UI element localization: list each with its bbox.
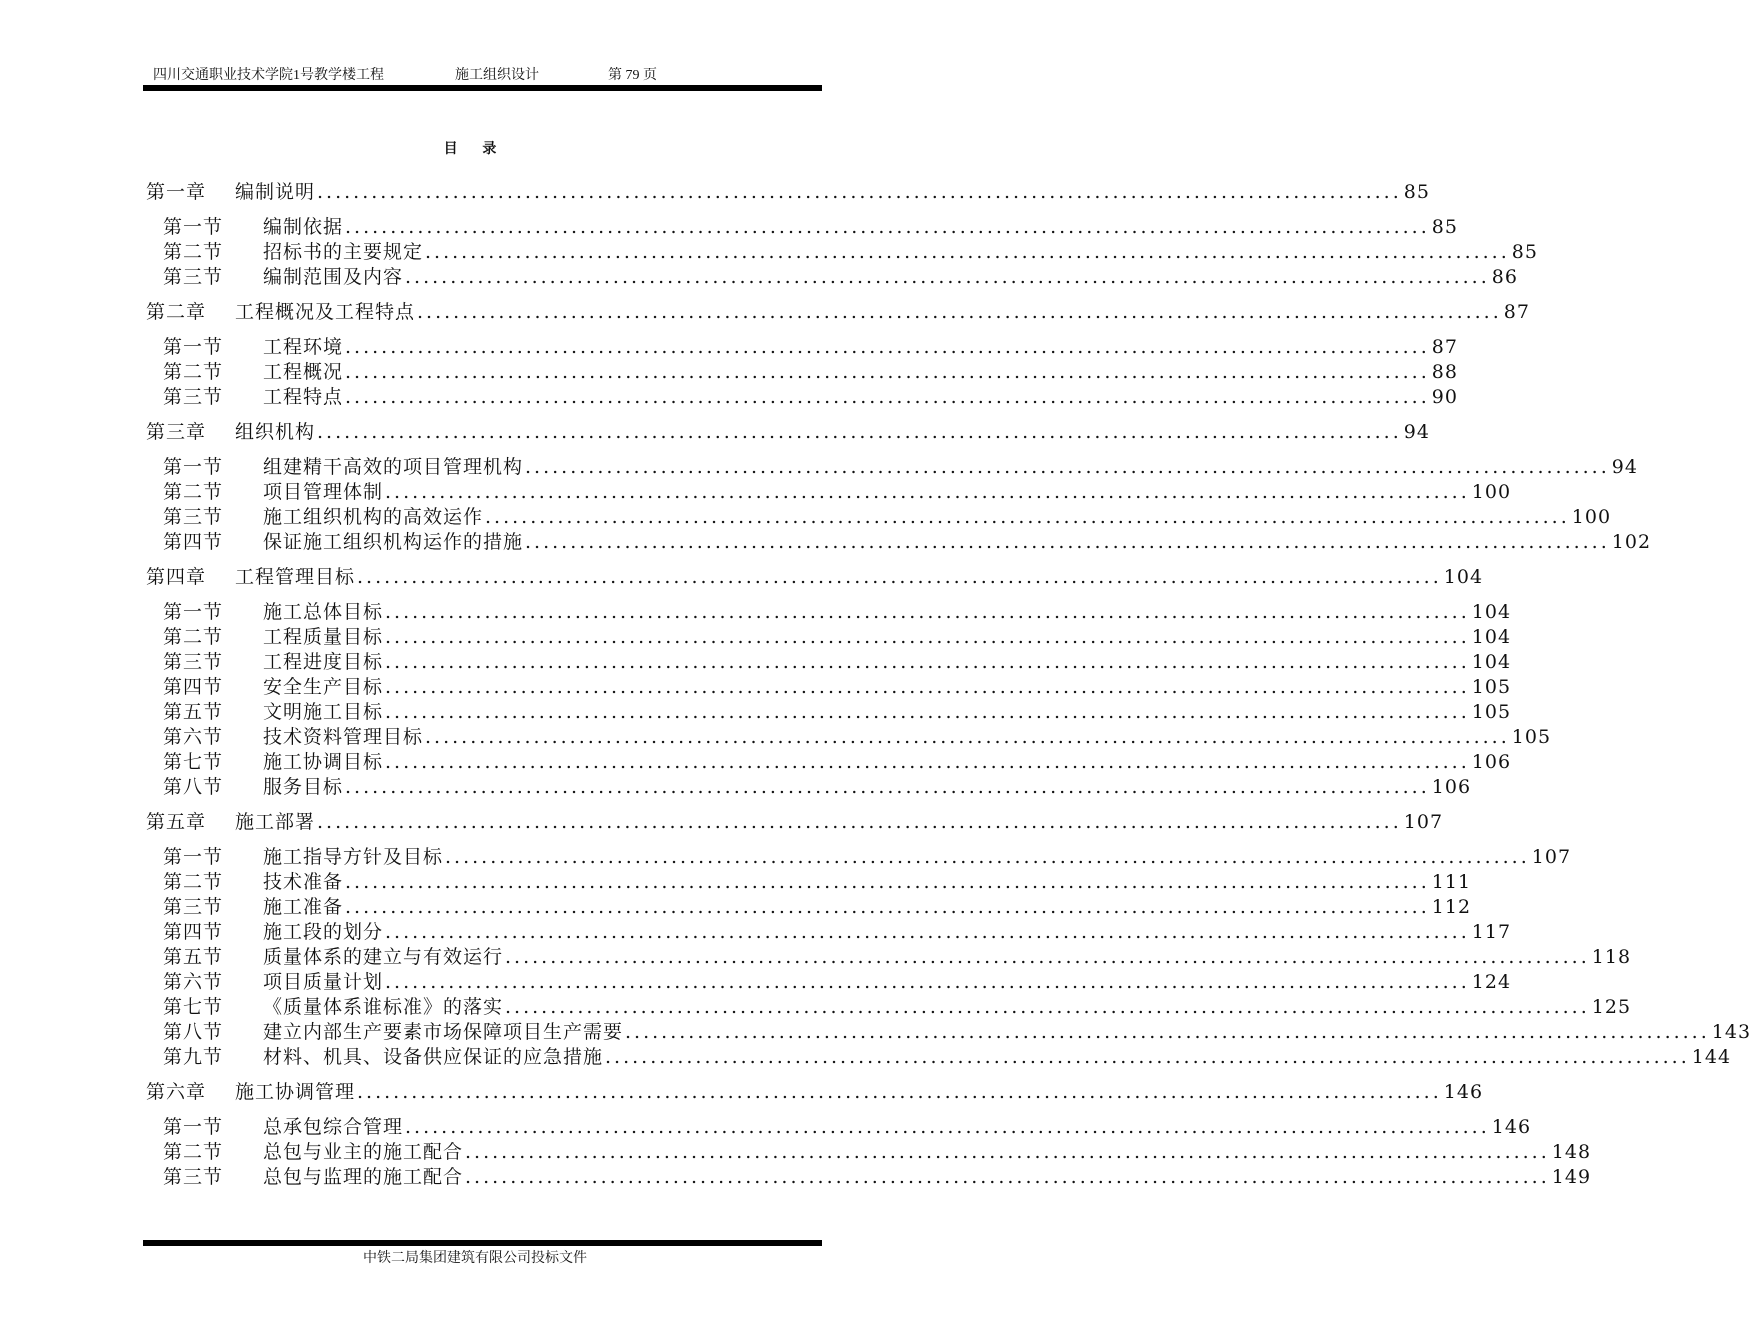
dot-leader: ........................................................................................................................ xyxy=(317,421,1402,443)
chapter-title: 工程概况及工程特点 xyxy=(235,301,416,323)
dot-leader: ........................................................................................................................ xyxy=(317,811,1402,833)
toc-section-entry xyxy=(163,265,1518,289)
dot-leader: ........................................................................................................................ xyxy=(425,241,1510,263)
dot-leader: ........................................................................................................................ xyxy=(357,566,1442,588)
toc-section-entry xyxy=(163,970,1512,994)
page-reference: 100 xyxy=(1471,481,1512,503)
section-title: 总包与监理的施工配合 xyxy=(263,1166,464,1188)
toc-chapter-entry xyxy=(146,420,1430,444)
page-reference: 85 xyxy=(1511,241,1538,263)
dot-leader: ........................................................................................................................ xyxy=(345,386,1430,408)
toc-entry-body xyxy=(263,920,1512,944)
section-title: 编制依据 xyxy=(263,216,344,238)
dot-leader: ........................................................................................................................ xyxy=(385,651,1470,673)
dot-leader: ........................................................................................................................ xyxy=(385,971,1470,993)
section-title: 安全生产目标 xyxy=(263,676,384,698)
toc-section-entry xyxy=(163,725,1552,749)
toc-entry-body xyxy=(263,1020,1751,1044)
toc-entry-body xyxy=(263,845,1572,869)
toc-entry-body xyxy=(263,750,1512,774)
page-reference: 118 xyxy=(1591,946,1632,968)
page-reference: 85 xyxy=(1403,181,1430,203)
toc-section-entry xyxy=(163,215,1458,239)
chapter-number: 第三章 xyxy=(146,421,207,443)
header-project-name: 四川交通职业技术学院1号教学楼工程 xyxy=(153,68,384,83)
page-reference: 148 xyxy=(1551,1141,1592,1163)
page-reference: 105 xyxy=(1471,701,1512,723)
toc-entry-body xyxy=(263,505,1612,529)
toc-section-entry xyxy=(163,895,1472,919)
dot-leader: ........................................................................................................................ xyxy=(345,361,1430,383)
page-reference: 104 xyxy=(1443,566,1484,588)
page-reference: 86 xyxy=(1491,266,1518,288)
toc-entry-body xyxy=(263,530,1652,554)
page-reference: 104 xyxy=(1471,601,1512,623)
dot-leader: ........................................................................................................................ xyxy=(525,456,1610,478)
chapter-title: 施工协调管理 xyxy=(235,1081,356,1103)
page-reference: 149 xyxy=(1551,1166,1592,1188)
dot-leader: ........................................................................................................................ xyxy=(417,301,1502,323)
dot-leader: ........................................................................................................................ xyxy=(357,1081,1442,1103)
page-footer: 中铁二局集团建筑有限公司投标文件 xyxy=(363,1250,587,1266)
chapter-title: 工程管理目标 xyxy=(235,566,356,588)
section-number: 第五节 xyxy=(163,701,224,723)
page-reference: 105 xyxy=(1511,726,1552,748)
toc-entry-body xyxy=(263,895,1472,919)
page-reference: 112 xyxy=(1431,896,1472,918)
section-number: 第二节 xyxy=(163,1141,224,1163)
section-number: 第八节 xyxy=(163,1021,224,1043)
chapter-number: 第二章 xyxy=(146,301,207,323)
dot-leader: ........................................................................................................................ xyxy=(625,1021,1710,1043)
toc-entry-body xyxy=(263,335,1458,359)
toc-section-entry xyxy=(163,870,1472,894)
section-title: 保证施工组织机构运作的措施 xyxy=(263,531,524,553)
toc-entry-body xyxy=(263,265,1518,289)
section-number: 第四节 xyxy=(163,676,224,698)
toc-section-entry xyxy=(163,995,1632,1019)
chapter-number: 第一章 xyxy=(146,181,207,203)
toc-entry-body xyxy=(235,810,1444,834)
page-reference: 143 xyxy=(1711,1021,1751,1043)
chapter-title: 施工部署 xyxy=(235,811,316,833)
page-reference: 144 xyxy=(1691,1046,1732,1068)
page-reference: 107 xyxy=(1403,811,1444,833)
section-number: 第二节 xyxy=(163,626,224,648)
toc-section-entry xyxy=(163,945,1632,969)
dot-leader: ........................................................................................................................ xyxy=(385,701,1470,723)
section-title: 项目质量计划 xyxy=(263,971,384,993)
section-number: 第八节 xyxy=(163,776,224,798)
page-header xyxy=(143,64,822,84)
section-number: 第七节 xyxy=(163,996,224,1018)
toc-section-entry xyxy=(163,650,1512,674)
page-reference: 87 xyxy=(1431,336,1458,358)
section-title: 招标书的主要规定 xyxy=(263,241,424,263)
section-title: 技术准备 xyxy=(263,871,344,893)
section-title: 施工协调目标 xyxy=(263,751,384,773)
dot-leader: ........................................................................................................................ xyxy=(385,676,1470,698)
section-number: 第三节 xyxy=(163,1166,224,1188)
page-reference: 111 xyxy=(1431,871,1472,893)
dot-leader: ........................................................................................................................ xyxy=(317,181,1402,203)
dot-leader: ........................................................................................................................ xyxy=(345,871,1430,893)
toc-section-entry xyxy=(163,750,1512,774)
section-title: 工程特点 xyxy=(263,386,344,408)
toc-entry-body xyxy=(235,300,1530,324)
section-number: 第一节 xyxy=(163,601,224,623)
toc-entry-body xyxy=(263,455,1638,479)
toc-chapter-entry xyxy=(146,1080,1484,1104)
page-reference: 124 xyxy=(1471,971,1512,993)
chapter-number: 第四章 xyxy=(146,566,207,588)
toc-section-entry xyxy=(163,455,1638,479)
section-title: 工程进度目标 xyxy=(263,651,384,673)
toc-chapter-entry xyxy=(146,810,1444,834)
section-title: 编制范围及内容 xyxy=(263,266,404,288)
chapter-number: 第六章 xyxy=(146,1081,207,1103)
section-title: 施工准备 xyxy=(263,896,344,918)
section-title: 施工指导方针及目标 xyxy=(263,846,444,868)
header-rule xyxy=(143,85,822,91)
section-number: 第五节 xyxy=(163,946,224,968)
dot-leader: ........................................................................................................................ xyxy=(505,946,1590,968)
toc-entry-body xyxy=(263,385,1458,409)
section-title: 施工段的划分 xyxy=(263,921,384,943)
toc-entry-body xyxy=(263,995,1632,1019)
section-title: 工程概况 xyxy=(263,361,344,383)
toc-section-entry xyxy=(163,240,1538,264)
toc-section-entry xyxy=(163,1020,1751,1044)
section-title: 文明施工目标 xyxy=(263,701,384,723)
dot-leader: ........................................................................................................................ xyxy=(405,1116,1490,1138)
toc-entry-body xyxy=(263,215,1458,239)
toc-section-entry xyxy=(163,360,1458,384)
toc-entry-body xyxy=(263,650,1512,674)
chapter-title: 编制说明 xyxy=(235,181,316,203)
toc-title: 目 录 xyxy=(443,141,507,157)
section-number: 第七节 xyxy=(163,751,224,773)
page-reference: 102 xyxy=(1611,531,1652,553)
toc-section-entry xyxy=(163,675,1512,699)
section-number: 第二节 xyxy=(163,481,224,503)
section-title: 施工总体目标 xyxy=(263,601,384,623)
toc-section-entry xyxy=(163,845,1572,869)
toc-entry-body xyxy=(263,600,1512,624)
section-number: 第四节 xyxy=(163,921,224,943)
toc-entry-body xyxy=(263,625,1512,649)
toc-entry-body xyxy=(235,1080,1484,1104)
section-title: 总包与业主的施工配合 xyxy=(263,1141,464,1163)
toc-entry-body xyxy=(235,420,1430,444)
dot-leader: ........................................................................................................................ xyxy=(345,896,1430,918)
dot-leader: ........................................................................................................................ xyxy=(345,776,1430,798)
section-number: 第一节 xyxy=(163,1116,224,1138)
section-number: 第二节 xyxy=(163,871,224,893)
toc-entry-body xyxy=(263,775,1472,799)
toc-entry-body xyxy=(263,240,1538,264)
dot-leader: ........................................................................................................................ xyxy=(505,996,1590,1018)
dot-leader: ........................................................................................................................ xyxy=(465,1166,1550,1188)
section-number: 第六节 xyxy=(163,726,224,748)
toc-section-entry xyxy=(163,1140,1592,1164)
page-reference: 106 xyxy=(1431,776,1472,798)
page-reference: 106 xyxy=(1471,751,1512,773)
page-reference: 104 xyxy=(1471,626,1512,648)
dot-leader: ........................................................................................................................ xyxy=(465,1141,1550,1163)
section-title: 质量体系的建立与有效运行 xyxy=(263,946,504,968)
toc-entry-body xyxy=(263,675,1512,699)
section-number: 第三节 xyxy=(163,896,224,918)
header-page-number: 第 79 页 xyxy=(608,68,657,83)
section-title: 建立内部生产要素市场保障项目生产需要 xyxy=(263,1021,624,1043)
toc-section-entry xyxy=(163,775,1472,799)
dot-leader: ........................................................................................................................ xyxy=(525,531,1610,553)
chapter-title: 组织机构 xyxy=(235,421,316,443)
page-reference: 104 xyxy=(1471,651,1512,673)
toc-section-entry xyxy=(163,385,1458,409)
toc-section-entry xyxy=(163,1165,1592,1189)
header-document-type: 施工组织设计 xyxy=(455,68,539,83)
section-number: 第一节 xyxy=(163,336,224,358)
dot-leader: ........................................................................................................................ xyxy=(405,266,1490,288)
section-number: 第六节 xyxy=(163,971,224,993)
section-number: 第九节 xyxy=(163,1046,224,1068)
dot-leader: ........................................................................................................................ xyxy=(485,506,1570,528)
footer-rule xyxy=(143,1240,822,1246)
toc-section-entry xyxy=(163,625,1512,649)
dot-leader: ........................................................................................................................ xyxy=(345,336,1430,358)
section-title: 总承包综合管理 xyxy=(263,1116,404,1138)
toc-section-entry xyxy=(163,480,1512,504)
chapter-number: 第五章 xyxy=(146,811,207,833)
toc-section-entry xyxy=(163,1115,1532,1139)
toc-entry-body xyxy=(263,945,1632,969)
toc-section-entry xyxy=(163,1045,1732,1069)
toc-entry-body xyxy=(263,1115,1532,1139)
toc-section-entry xyxy=(163,700,1512,724)
section-title: 材料、机具、设备供应保证的应急措施 xyxy=(263,1046,604,1068)
section-title: 《质量体系谁标准》的落实 xyxy=(263,996,504,1018)
section-title: 服务目标 xyxy=(263,776,344,798)
toc-entry-body xyxy=(263,700,1512,724)
section-title: 项目管理体制 xyxy=(263,481,384,503)
toc-entry-body xyxy=(263,725,1552,749)
dot-leader: ........................................................................................................................ xyxy=(385,481,1470,503)
toc-entry-body xyxy=(263,970,1512,994)
toc-chapter-entry xyxy=(146,180,1430,204)
page-reference: 146 xyxy=(1491,1116,1532,1138)
toc-entry-body xyxy=(263,1045,1732,1069)
dot-leader: ........................................................................................................................ xyxy=(385,626,1470,648)
toc-section-entry xyxy=(163,530,1652,554)
toc-section-entry xyxy=(163,505,1612,529)
page-reference: 85 xyxy=(1431,216,1458,238)
toc-chapter-entry xyxy=(146,300,1530,324)
dot-leader: ........................................................................................................................ xyxy=(445,846,1530,868)
dot-leader: ........................................................................................................................ xyxy=(425,726,1510,748)
section-number: 第三节 xyxy=(163,506,224,528)
section-title: 施工组织机构的高效运作 xyxy=(263,506,484,528)
section-number: 第三节 xyxy=(163,266,224,288)
toc-entry-body xyxy=(263,1165,1592,1189)
section-title: 工程环境 xyxy=(263,336,344,358)
section-number: 第三节 xyxy=(163,386,224,408)
section-number: 第二节 xyxy=(163,241,224,263)
page-reference: 87 xyxy=(1503,301,1530,323)
toc-entry-body xyxy=(263,360,1458,384)
page-reference: 100 xyxy=(1571,506,1612,528)
section-title: 工程质量目标 xyxy=(263,626,384,648)
page-reference: 105 xyxy=(1471,676,1512,698)
section-number: 第二节 xyxy=(163,361,224,383)
toc-entry-body xyxy=(235,565,1484,589)
toc-section-entry xyxy=(163,600,1512,624)
page-reference: 117 xyxy=(1471,921,1512,943)
section-number: 第一节 xyxy=(163,216,224,238)
toc-section-entry xyxy=(163,920,1512,944)
section-number: 第三节 xyxy=(163,651,224,673)
page-reference: 88 xyxy=(1431,361,1458,383)
section-title: 组建精干高效的项目管理机构 xyxy=(263,456,524,478)
dot-leader: ........................................................................................................................ xyxy=(605,1046,1690,1068)
page-reference: 94 xyxy=(1611,456,1638,478)
page-reference: 107 xyxy=(1531,846,1572,868)
toc-section-entry xyxy=(163,335,1458,359)
page-reference: 90 xyxy=(1431,386,1458,408)
section-number: 第一节 xyxy=(163,456,224,478)
dot-leader: ........................................................................................................................ xyxy=(345,216,1430,238)
dot-leader: ........................................................................................................................ xyxy=(385,601,1470,623)
toc-entry-body xyxy=(235,180,1430,204)
section-number: 第一节 xyxy=(163,846,224,868)
toc-entry-body xyxy=(263,480,1512,504)
dot-leader: ........................................................................................................................ xyxy=(385,751,1470,773)
page-reference: 125 xyxy=(1591,996,1632,1018)
page-reference: 94 xyxy=(1403,421,1430,443)
section-title: 技术资料管理目标 xyxy=(263,726,424,748)
toc-entry-body xyxy=(263,1140,1592,1164)
section-number: 第四节 xyxy=(163,531,224,553)
toc-chapter-entry xyxy=(146,565,1484,589)
toc-entry-body xyxy=(263,870,1472,894)
dot-leader: ........................................................................................................................ xyxy=(385,921,1470,943)
page-reference: 146 xyxy=(1443,1081,1484,1103)
